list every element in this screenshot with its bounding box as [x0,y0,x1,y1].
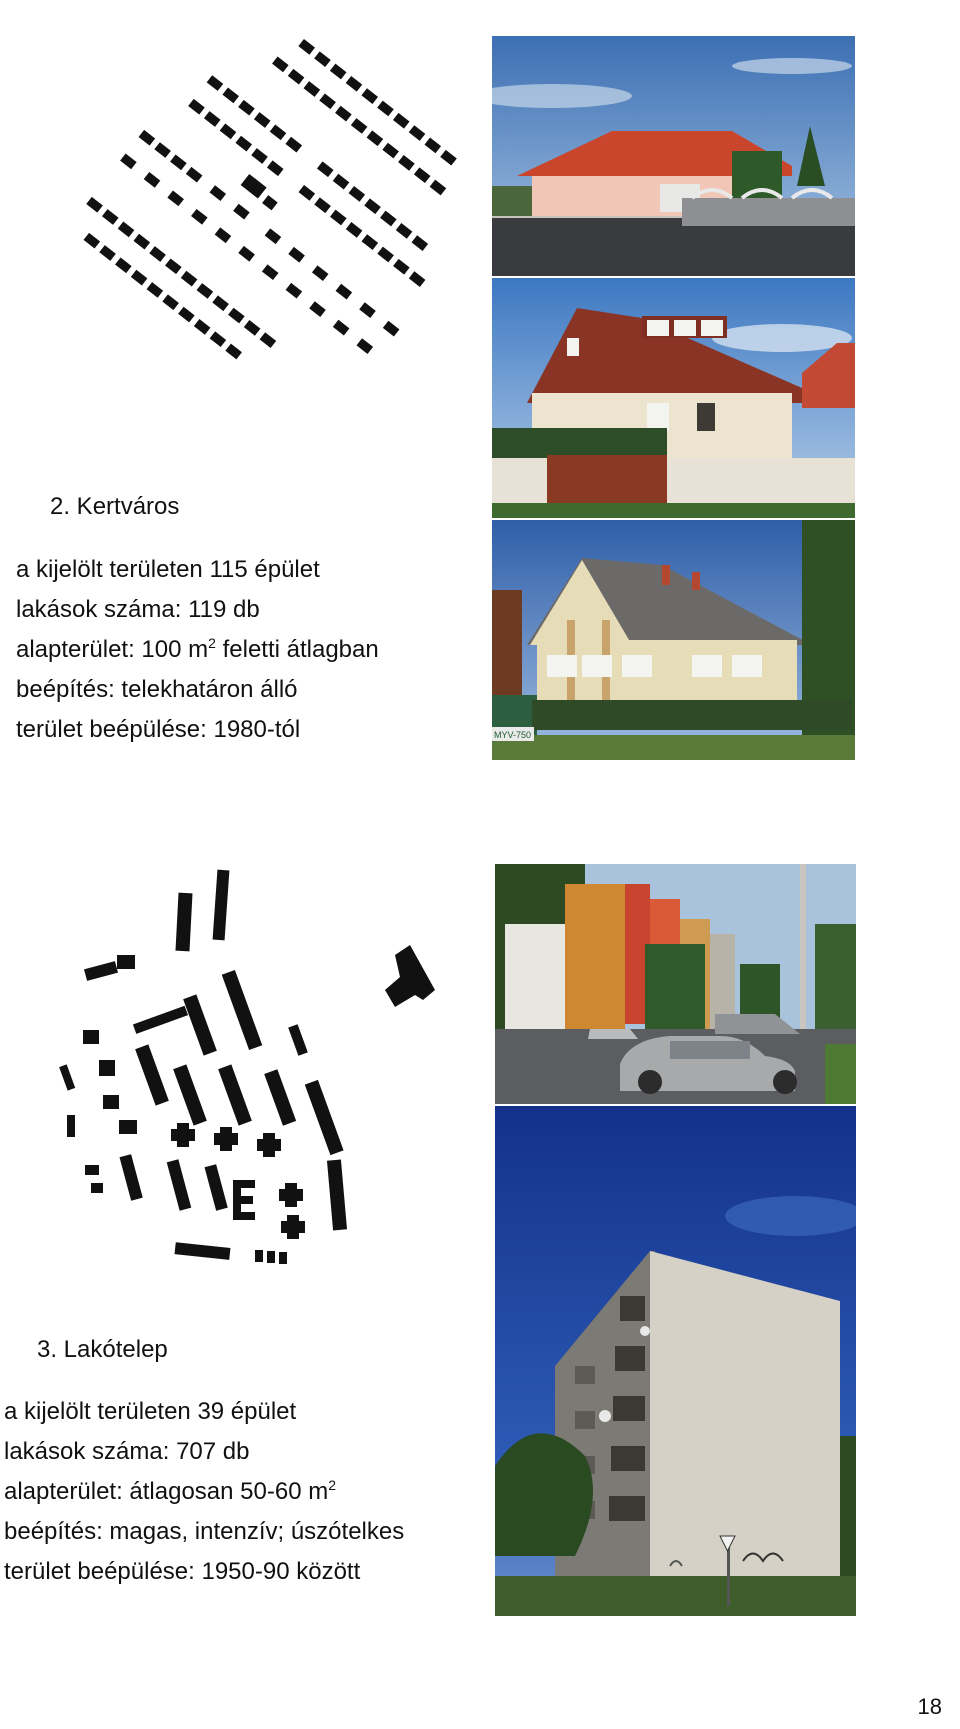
stat-dwelling-count: lakások száma: 707 db [4,1438,250,1465]
license-plate-text: MYV-750 [494,730,532,740]
stat-construction-period: terület beépülése: 1980-tól [16,716,301,743]
stat-building-count: a kijelölt területen 39 épület [4,1398,297,1425]
floor-area-label: alapterület: átlagosan 50-60 m [4,1478,329,1505]
floor-area-unit-exponent: 2 [208,635,216,651]
section-heading-kertvaros: 2. Kertváros [50,493,180,520]
floor-area-unit-exponent: 2 [328,1477,337,1493]
stat-building-count: a kijelölt területen 115 épület [16,556,320,583]
stat-floor-area [4,1472,404,1512]
lakotelep-stats [4,1392,404,1592]
photo-panel-block [495,1106,856,1616]
photo-dormer-house [492,278,855,518]
stat-development-type: beépítés: magas, intenzív; úszótelkes [4,1518,405,1545]
section-heading-lakotelep: 3. Lakótelep [37,1336,168,1363]
stat-development-type: beépítés: telekhatáron álló [16,676,298,703]
stat-dwelling-count: lakások száma: 119 db [16,596,260,623]
photo-red-roof-villa [492,36,855,276]
site-plan-lakotelep [55,865,440,1265]
page-number: 18 [917,1694,942,1719]
floor-area-label: alapterület: 100 m [16,636,209,663]
stat-construction-period: terület beépülése: 1950-90 között [4,1558,361,1585]
kertvaros-stats [16,550,379,750]
photo-cream-house [492,520,855,760]
stat-floor-area [16,630,379,670]
site-plan-kertvaros [60,38,470,448]
photo-apartment-street [495,864,856,1104]
floor-area-suffix: feletti átlagban [222,636,379,663]
